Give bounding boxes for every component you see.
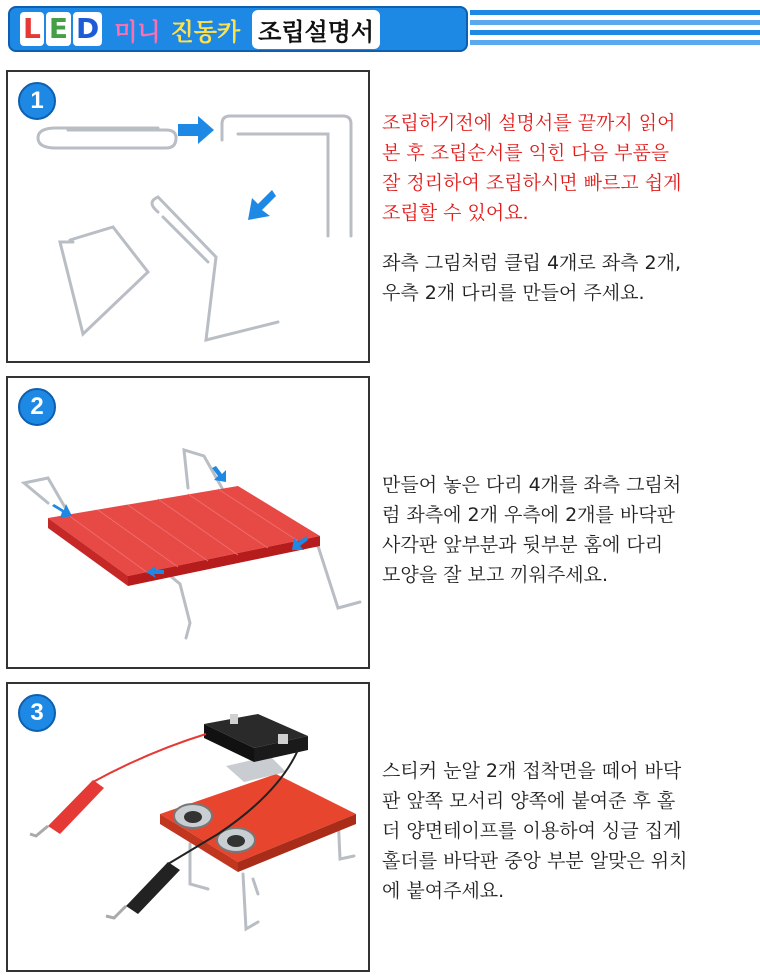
notice-line: 조립하기전에 설명서를 끝까지 읽어 bbox=[382, 112, 676, 134]
step-2-instruction bbox=[382, 470, 752, 590]
googly-eye-left bbox=[174, 804, 212, 828]
instruction-line: 좌측 그림처럼 클립 4개로 좌측 2개, bbox=[382, 252, 682, 274]
led-letter-e: E bbox=[46, 12, 71, 46]
step-2-illustration bbox=[8, 378, 368, 667]
title-manual: 조립설명서 bbox=[252, 10, 380, 49]
step-3-badge: 3 bbox=[18, 694, 56, 732]
header-stripes bbox=[470, 10, 760, 46]
step-3-illustration bbox=[8, 684, 368, 970]
instruction-line: 홀더를 바닥판 중앙 부분 알맞은 위치 bbox=[382, 850, 688, 872]
instruction-line: 럼 좌측에 2개 우측에 2개를 바닥판 bbox=[382, 504, 675, 526]
finished-leg bbox=[152, 197, 278, 340]
step-1-badge: 1 bbox=[18, 82, 56, 120]
battery-holder bbox=[204, 714, 308, 762]
notice-line: 본 후 조립순서를 익힌 다음 부품을 bbox=[382, 142, 670, 164]
instruction-line: 사각판 앞부분과 뒷부분 홈에 다리 bbox=[382, 534, 664, 556]
step-1-notice bbox=[382, 108, 752, 228]
step-2-badge: 2 bbox=[18, 388, 56, 426]
step-1-instruction bbox=[382, 248, 752, 308]
notice-line: 잘 정리하여 조립하시면 빠르고 쉽게 bbox=[382, 172, 682, 194]
step-2-panel bbox=[6, 376, 370, 669]
led-letter-l: L bbox=[20, 12, 44, 46]
arrow-icon bbox=[52, 504, 72, 518]
header bbox=[0, 0, 760, 60]
red-base-board bbox=[48, 486, 320, 586]
arrow-right-icon bbox=[178, 116, 214, 144]
black-alligator-clip bbox=[106, 862, 180, 918]
step-1-illustration bbox=[8, 72, 368, 361]
instruction-line: 만들어 놓은 다리 4개를 좌측 그림처 bbox=[382, 474, 682, 496]
title-banner bbox=[8, 6, 468, 52]
triangle-leg bbox=[60, 227, 148, 334]
instruction-line: 더 양면테이프를 이용하여 싱글 집게 bbox=[382, 820, 682, 842]
step-3-instruction bbox=[382, 756, 752, 906]
led-letter-d: D bbox=[73, 12, 102, 46]
instruction-line: 스티커 눈알 2개 접착면을 떼어 바닥 bbox=[382, 760, 682, 782]
step-3-panel bbox=[6, 682, 370, 972]
instruction-line: 모양을 잘 보고 끼워주세요. bbox=[382, 564, 609, 586]
arrow-down-left-icon bbox=[248, 190, 276, 220]
instruction-line: 판 앞쪽 모서리 양쪽에 붙여준 후 홀 bbox=[382, 790, 676, 812]
paper-clip bbox=[38, 128, 176, 148]
step-1-panel bbox=[6, 70, 370, 363]
instruction-line: 우측 2개 다리를 만들어 주세요. bbox=[382, 282, 645, 304]
red-wire bbox=[93, 734, 206, 782]
notice-line: 조립할 수 있어요. bbox=[382, 202, 529, 224]
red-alligator-clip bbox=[30, 780, 104, 836]
led-logo bbox=[20, 12, 102, 46]
instruction-line: 에 붙여주세요. bbox=[382, 880, 505, 902]
title-car: 진동카 bbox=[170, 17, 241, 46]
title-mini: 미니 bbox=[114, 17, 161, 46]
